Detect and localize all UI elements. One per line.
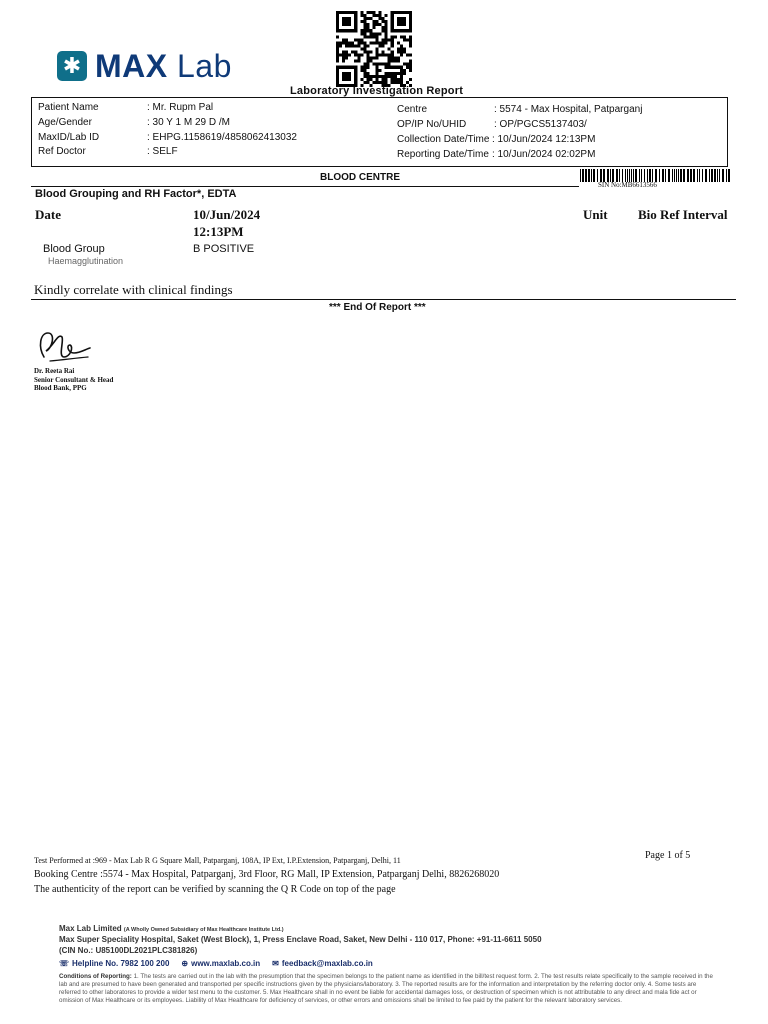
- doctor-title: Senior Consultant & Head: [34, 376, 114, 384]
- page-number: Page 1 of 5: [645, 850, 691, 861]
- collection-value: : 10/Jun/2024 12:13PM: [492, 134, 596, 145]
- max-lab-logo: [57, 47, 232, 84]
- department-title: BLOOD CENTRE: [320, 172, 400, 183]
- test-performed-at: Test Performed at :969 - Max Lab R G Square Mall, Patparganj, 108A, IP Ext, I.P.Extension, Patparganj, Delhi, 11: [34, 856, 401, 865]
- logo-product: Lab: [177, 47, 232, 84]
- website-link[interactable]: www.maxlab.co.in: [191, 959, 261, 968]
- star-icon: ✱: [57, 51, 87, 81]
- test-parameter: Blood Group: [43, 243, 105, 255]
- conditions-of-reporting: Conditions of Reporting: 1. The tests are carried out in the lab with the presumption that the specimen belongs to the patient name as identified in the bill/test request form. 2. The test results relate specifically to the sample received in the lab and are presumed to have been generated and transported per specific instructions given by the physicians/laboratory. 3. The reported results are for the information and interpretation by the referring doctor only. 4. Some tests are referred to other laboratores to provide a wider test menu to the customer. 5. Max Healthcare shall in no event be liable for accidental damages loss, or destruction of specimen which is not attributable to any direct and mala fide act or omission of Max Healthcare or its employees. Liability of Max Healthcare for deficiency of services, or other errors and omissions shall be limited to fee paid by the patient for the relevant laboratory services.: [59, 973, 713, 1004]
- reporting-value: : 10/Jun/2024 02:02PM: [492, 149, 596, 160]
- sin-number: SIN No:MB6613566: [598, 181, 657, 189]
- qr-code-icon: [334, 11, 414, 87]
- date-column-header: Date: [35, 207, 61, 222]
- patient-info-box: [31, 97, 728, 167]
- booking-centre: Booking Centre :5574 - Max Hospital, Patparganj, 3rd Floor, RG Mall, IP Extension, Patparganj Delhi, 8826268020: [34, 869, 500, 880]
- result-date: 10/Jun/2024: [193, 207, 261, 222]
- patient-name-label: Patient Name: [38, 102, 99, 113]
- centre-value: : 5574 - Max Hospital, Patparganj: [494, 104, 643, 115]
- clinical-note: Kindly correlate with clinical findings: [34, 282, 233, 297]
- company-address: Max Super Speciality Hospital, Saket (West Block), 1, Press Enclave Road, Saket, New Delhi - 110 017, Phone: +91-11-6611 5050: [59, 935, 542, 944]
- ref-doctor-value: : SELF: [147, 146, 178, 157]
- doctor-name: Dr. Reeta Rai: [34, 367, 75, 375]
- doctor-department: Blood Bank, PPG: [34, 384, 87, 392]
- test-name: Blood Grouping and RH Factor*, EDTA: [35, 188, 237, 200]
- company-cin: (CIN No.: U85100DL2021PLC381826): [59, 946, 198, 955]
- company-subsidiary: (A Wholly Owned Subsidiary of Max Healthcare Institute Ltd.): [123, 927, 284, 933]
- lab-id-value: : EHPG.1158619/4858062413032: [147, 132, 297, 143]
- contact-row: [59, 959, 373, 968]
- authenticity-note: The authenticity of the report can be verified by scanning the Q R Code on top of the page: [34, 884, 396, 895]
- mail-icon: ✉: [272, 959, 279, 968]
- divider: [31, 186, 579, 187]
- divider: [31, 299, 736, 300]
- reporting-label: Reporting Date/Time: [397, 149, 489, 160]
- centre-label: Centre: [397, 104, 428, 115]
- test-result-value: B POSITIVE: [193, 243, 255, 255]
- lab-id-label: MaxID/Lab ID: [38, 132, 100, 143]
- test-method: Haemagglutination: [48, 256, 124, 266]
- collection-label: Collection Date/Time: [397, 134, 490, 145]
- age-gender-label: Age/Gender: [38, 117, 92, 128]
- end-of-report: *** End Of Report ***: [329, 302, 426, 313]
- helpline: Helpline No. 7982 100 200: [72, 959, 170, 968]
- globe-icon: ⊕: [181, 959, 189, 968]
- age-gender-value: : 30 Y 1 M 29 D /M: [147, 117, 231, 128]
- result-time: 12:13PM: [193, 224, 244, 239]
- phone-icon: ☏: [59, 959, 70, 968]
- company-name: Max Lab Limited (A Wholly Owned Subsidiary of Max Healthcare Institute Ltd.): [59, 924, 284, 933]
- logo-brand: MAX: [95, 47, 168, 84]
- ref-interval-column-header: Bio Ref Interval: [638, 207, 728, 222]
- doctor-signature: [36, 327, 92, 367]
- email-link[interactable]: feedback@maxlab.co.in: [281, 959, 373, 968]
- unit-column-header: Unit: [583, 207, 608, 222]
- ref-doctor-label: Ref Doctor: [38, 146, 86, 157]
- patient-name-value: : Mr. Rupm Pal: [147, 102, 214, 113]
- uhid-label: OP/IP No/UHID: [397, 119, 467, 130]
- uhid-value: : OP/PGCS5137403/: [494, 119, 587, 130]
- report-title: Laboratory Investigation Report: [290, 85, 464, 97]
